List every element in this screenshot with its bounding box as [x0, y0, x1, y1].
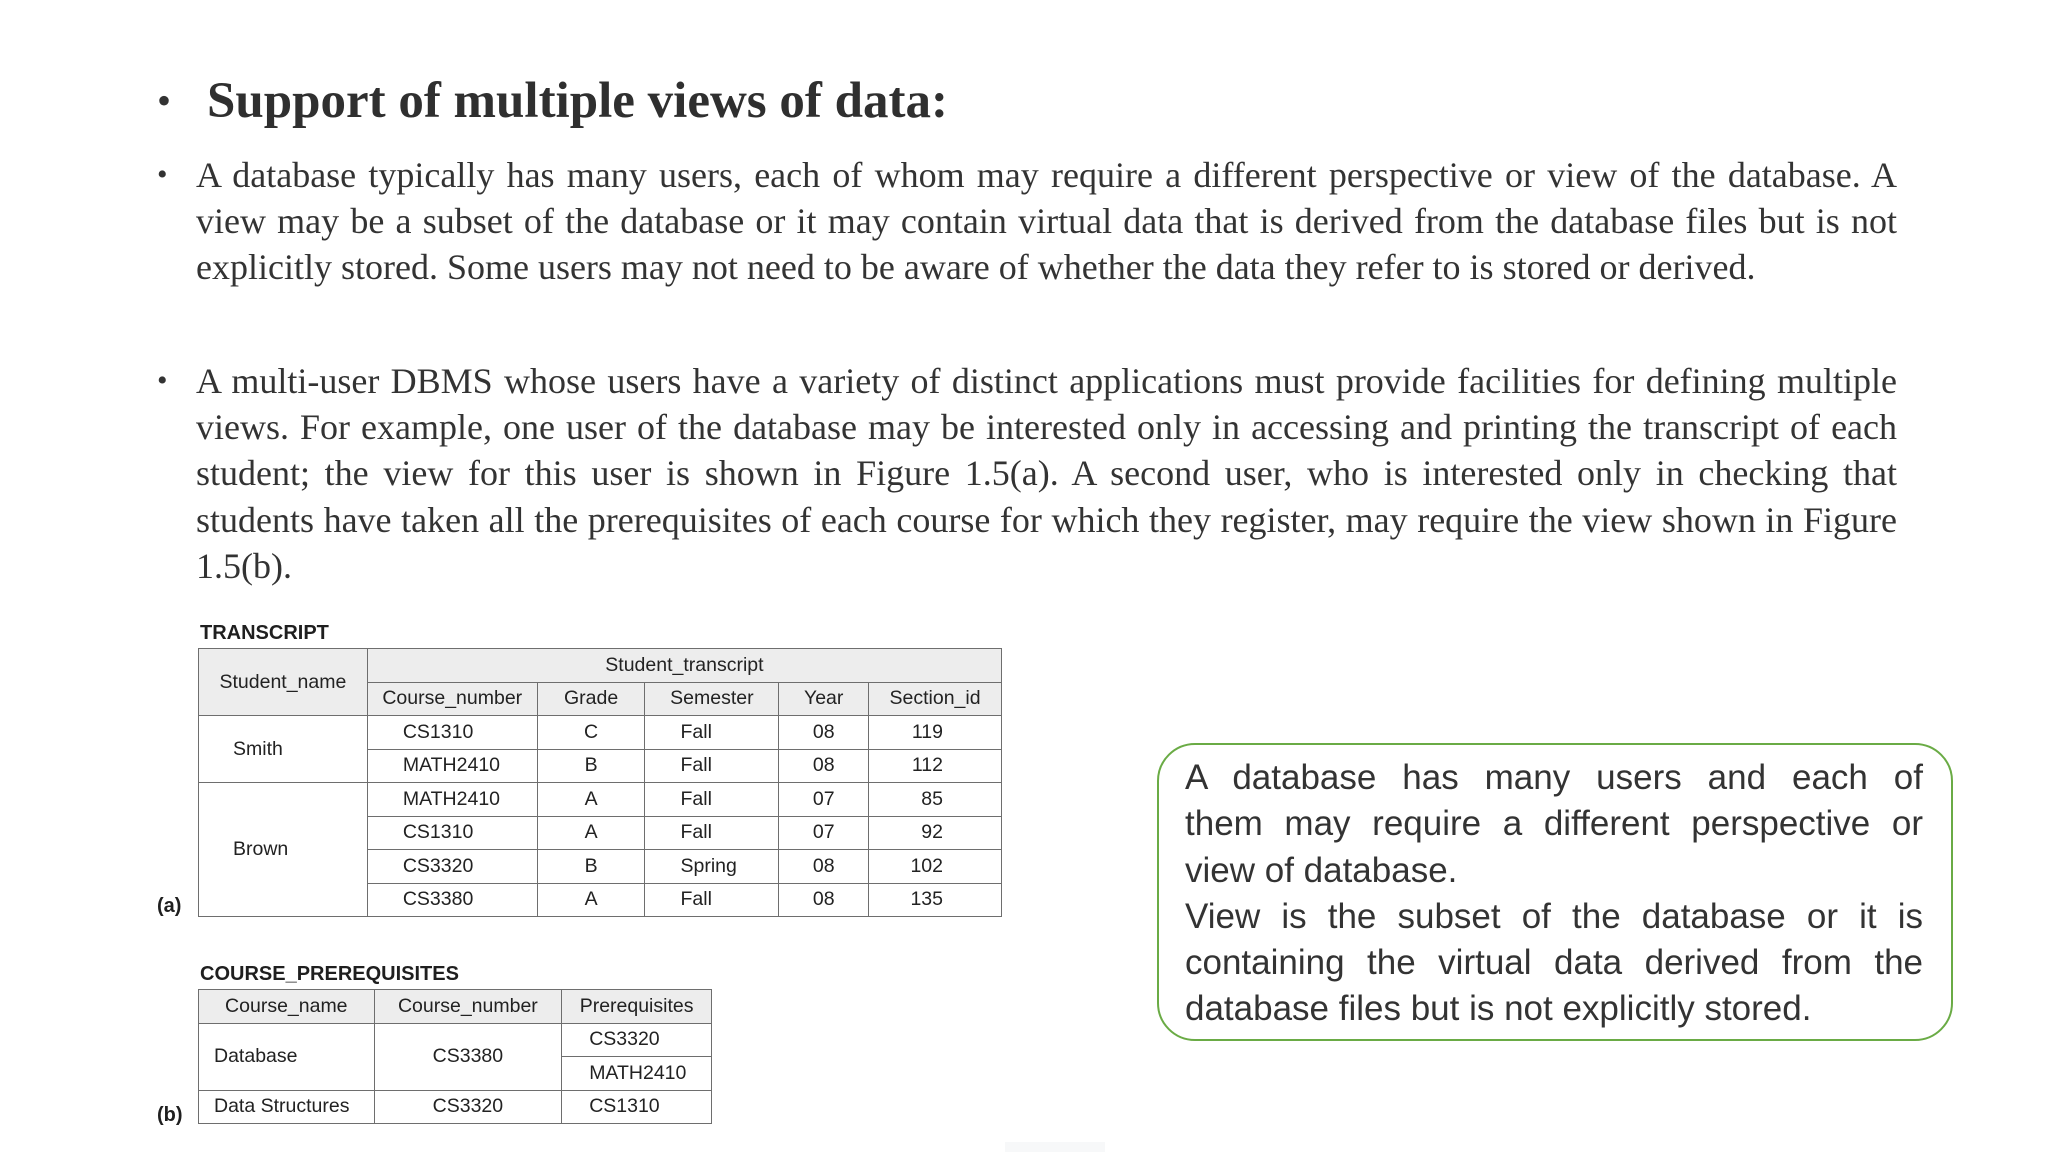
table-cell: Database: [199, 1023, 375, 1090]
column-header: Course_number: [367, 682, 537, 716]
prerequisites-caption: COURSE_PREREQUISITES: [200, 963, 459, 985]
column-header: Grade: [537, 682, 645, 716]
table-cell: A: [537, 816, 645, 850]
callout-line: A database has many users and each of: [1185, 758, 1923, 797]
heading-title: Support of multiple views of data:: [207, 73, 948, 129]
table-cell: B: [537, 850, 645, 884]
paragraph-bullet: •: [157, 364, 168, 397]
table-cell: 08: [779, 850, 869, 884]
bullet-paragraph-1: [157, 152, 1897, 291]
table-cell: Spring: [645, 850, 779, 884]
table-cell: MATH2410: [367, 783, 537, 817]
column-header: Section_id: [869, 682, 1002, 716]
student-name-cell: Smith: [199, 716, 368, 783]
callout-line: them may require a different perspective or: [1185, 804, 1923, 844]
table-row: [199, 1090, 712, 1124]
transcript-table: [198, 648, 1002, 917]
transcript-caption: TRANSCRIPT: [200, 622, 329, 644]
heading-bullet: •: [157, 78, 172, 123]
callout-line: View is the subset of the database or it is: [1185, 896, 1923, 936]
table-cell: MATH2410: [367, 749, 537, 783]
table-cell: 07: [779, 816, 869, 850]
figure-label-b: (b): [157, 1104, 183, 1126]
table-cell: 92: [869, 816, 1002, 850]
table-cell: Fall: [645, 816, 779, 850]
callout-line: containing the virtual data derived from the: [1185, 943, 1923, 983]
table-cell: CS3380: [367, 883, 537, 917]
table-cell: 112: [869, 749, 1002, 783]
table-cell: CS1310: [367, 816, 537, 850]
table-cell: A: [537, 783, 645, 817]
table-cell: CS3320: [562, 1023, 712, 1057]
table-cell: A: [537, 883, 645, 917]
table-cell: B: [537, 749, 645, 783]
table-cell: CS1310: [562, 1090, 712, 1124]
column-header: Course_name: [199, 990, 375, 1024]
student-name-cell: Brown: [199, 783, 368, 917]
table-cell: 08: [779, 749, 869, 783]
column-header: Semester: [645, 682, 779, 716]
table-cell: Fall: [645, 749, 779, 783]
slide-heading: [157, 70, 1897, 132]
table-cell: Fall: [645, 716, 779, 750]
figure-1-5: [150, 612, 1110, 1142]
table-cell: Fall: [645, 883, 779, 917]
figure-label-a: (a): [157, 895, 182, 917]
bullet-paragraph-2: [157, 358, 1897, 589]
table-row: [199, 1023, 712, 1057]
table-cell: Fall: [645, 783, 779, 817]
callout-line: database files but is not explicitly stored.: [1185, 989, 1812, 1029]
table-row: [199, 783, 1002, 817]
group-header-student-transcript: Student_transcript: [367, 649, 1001, 683]
prerequisites-table: [198, 989, 712, 1124]
column-header: Prerequisites: [562, 990, 712, 1024]
column-header-student-name: Student_name: [199, 649, 368, 716]
callout-line: view of database.: [1185, 850, 1458, 890]
table-cell: C: [537, 716, 645, 750]
callout-text: [1185, 755, 1923, 1033]
table-cell: CS1310: [367, 716, 537, 750]
table-cell: CS3380: [374, 1023, 562, 1090]
paragraph-text: A database typically has many users, each of whom may require a different perspective or view of the database. A view may be a subset of the database or it may contain virtual data that is derived from the database files but is not explicitly stored. Some users may not need to be aware of whether the data they refer to is stored or derived.: [196, 155, 1897, 288]
table-cell: CS3320: [374, 1090, 562, 1124]
paragraph-text: A multi-user DBMS whose users have a variety of distinct applications must provide facilities for defining multiple views. For example, one user of the database may be interested only in accessing and printing the transcript of each student; the view for this user is shown in Figure 1.5(a). A second user, who is interested only in checking that students have taken all the prerequisites of each course for which they register, may require the view shown in Figure 1.5(b).: [196, 361, 1897, 586]
paragraph-bullet: •: [157, 158, 168, 191]
table-cell: 85: [869, 783, 1002, 817]
table-cell: Data Structures: [199, 1090, 375, 1124]
column-header: Course_number: [374, 990, 562, 1024]
table-cell: MATH2410: [562, 1057, 712, 1091]
table-cell: 07: [779, 783, 869, 817]
table-cell: 119: [869, 716, 1002, 750]
table-cell: CS3320: [367, 850, 537, 884]
column-header: Year: [779, 682, 869, 716]
table-cell: 08: [779, 883, 869, 917]
table-row: [199, 716, 1002, 750]
summary-callout: [1157, 743, 1953, 1041]
table-cell: 102: [869, 850, 1002, 884]
table-cell: 135: [869, 883, 1002, 917]
table-cell: 08: [779, 716, 869, 750]
